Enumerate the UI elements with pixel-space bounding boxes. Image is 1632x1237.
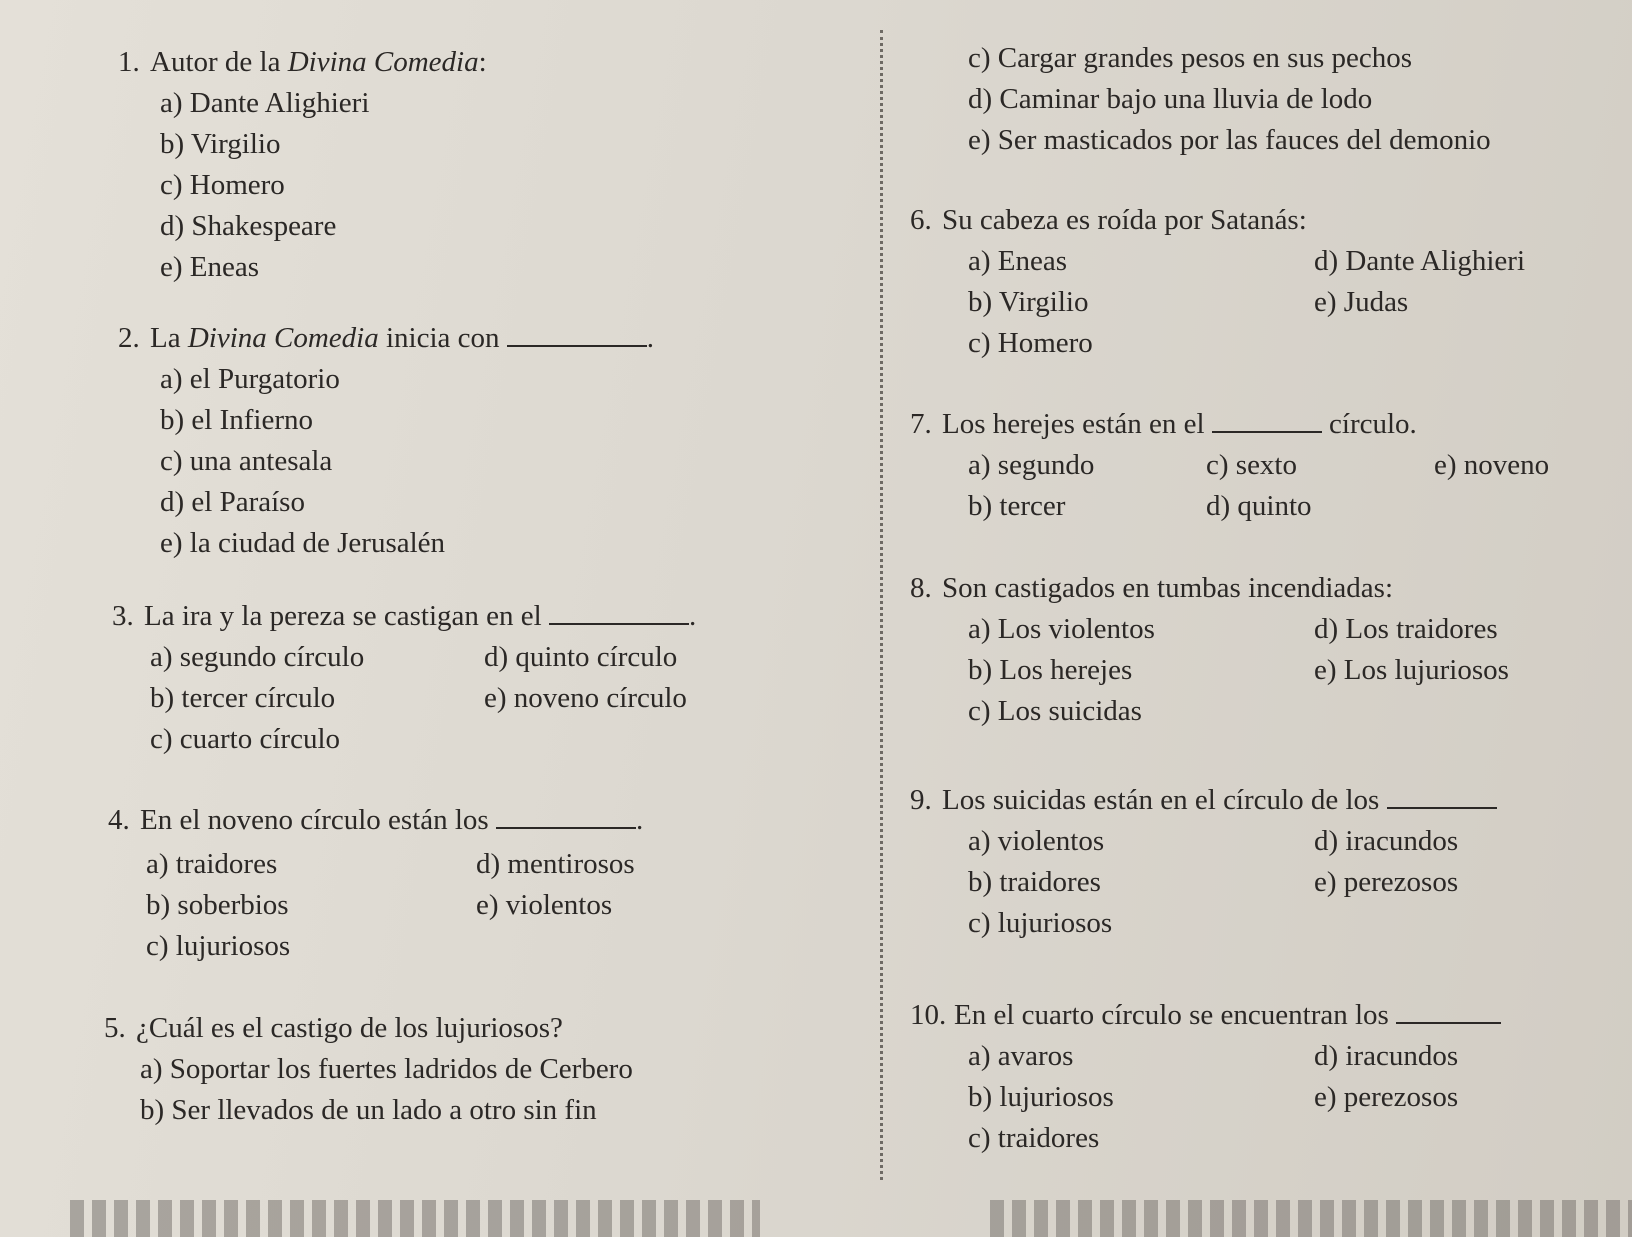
option[interactable]: e) perezosos [1314,1081,1459,1113]
option[interactable]: c) Cargar grandes pesos en sus pechos [968,42,1413,74]
option[interactable]: a) avaros [968,1040,1074,1072]
question-9 [910,780,1632,944]
question-4 [108,800,858,964]
option[interactable]: d) iracundos [1314,825,1459,857]
option[interactable]: b) traidores [968,866,1101,898]
option[interactable]: e) violentos [476,889,613,921]
question-1 [118,42,858,288]
option[interactable]: e) Eneas [160,251,260,283]
option[interactable]: c) una antesala [160,445,333,477]
question-5 [104,1008,864,1131]
option[interactable]: c) Homero [968,327,1093,359]
answer-blank[interactable] [1387,781,1497,809]
option[interactable]: e) noveno círculo [484,682,687,714]
option[interactable]: a) violentos [968,825,1105,857]
option[interactable]: b) Ser llevados de un lado a otro sin fin [140,1094,597,1126]
question-5-continued [968,38,1608,161]
option[interactable]: a) Los violentos [968,613,1155,645]
answer-blank[interactable] [1212,405,1322,433]
option[interactable]: b) Virgilio [160,128,281,160]
option[interactable]: b) Virgilio [968,286,1089,318]
question-5-prompt: 5. ¿Cuál es el castigo de los lujuriosos? [104,1012,563,1044]
option[interactable]: d) Los traidores [1314,613,1498,645]
question-6-prompt: 6. Su cabeza es roída por Satanás: [910,204,1307,236]
question-10 [910,995,1632,1159]
question-10-prompt: 10. En el cuarto círculo se encuentran los [910,995,1632,1036]
option[interactable]: c) sexto [1206,449,1297,481]
bottom-decoration-left [70,1200,760,1237]
option[interactable]: b) tercer círculo [150,682,336,714]
option[interactable]: b) lujuriosos [968,1081,1114,1113]
question-1-prompt: 1. Autor de la Divina Comedia: [118,46,487,78]
option[interactable]: b) el Infierno [160,404,313,436]
option[interactable]: d) el Paraíso [160,486,305,518]
question-8 [910,568,1610,732]
option[interactable]: b) tercer [968,490,1066,522]
question-3 [112,596,862,760]
option[interactable]: b) soberbios [146,889,289,921]
question-2 [118,318,858,564]
option[interactable]: c) Los suicidas [968,695,1142,727]
option[interactable]: a) Eneas [968,245,1068,277]
option[interactable]: c) lujuriosos [968,907,1113,939]
option[interactable]: e) noveno [1434,449,1550,481]
option[interactable]: d) Caminar bajo una lluvia de lodo [968,83,1373,115]
question-9-prompt: 9. Los suicidas están en el círculo de los [910,780,1632,821]
answer-blank[interactable] [1396,996,1501,1024]
option[interactable]: b) Los herejes [968,654,1133,686]
option[interactable]: d) quinto [1206,490,1312,522]
bottom-decoration-right [990,1200,1632,1237]
option[interactable]: d) mentirosos [476,848,635,880]
answer-blank[interactable] [507,319,647,347]
question-3-prompt: 3. La ira y la pereza se castigan en el . [112,596,862,637]
option[interactable]: d) Dante Alighieri [1314,245,1526,277]
option[interactable]: a) traidores [146,848,278,880]
option[interactable]: a) segundo [968,449,1095,481]
question-7-prompt: 7. Los herejes están en el círculo. [910,404,1620,445]
option[interactable]: e) Los lujuriosos [1314,654,1509,686]
option[interactable]: a) segundo círculo [150,641,365,673]
question-7 [910,404,1620,527]
option[interactable]: a) Dante Alighieri [160,87,370,119]
option[interactable]: c) Homero [160,169,285,201]
question-8-prompt: 8. Son castigados en tumbas incendiadas: [910,572,1394,604]
option[interactable]: e) Judas [1314,286,1409,318]
option[interactable]: a) Soportar los fuertes ladridos de Cerbero [140,1053,633,1085]
option[interactable]: d) Shakespeare [160,210,337,242]
option[interactable]: c) cuarto círculo [150,723,341,755]
option[interactable]: e) la ciudad de Jerusalén [160,527,446,559]
answer-blank[interactable] [549,597,689,625]
question-2-prompt: 2. La Divina Comedia inicia con . [118,318,858,359]
column-divider [880,30,883,1180]
question-4-prompt: 4. En el noveno círculo están los . [108,800,858,841]
option[interactable]: c) traidores [968,1122,1100,1154]
option[interactable]: a) el Purgatorio [160,363,340,395]
option[interactable]: d) quinto círculo [484,641,678,673]
answer-blank[interactable] [496,801,636,829]
question-6 [910,200,1610,364]
option[interactable]: e) Ser masticados por las fauces del demonio [968,124,1491,156]
option[interactable]: e) perezosos [1314,866,1459,898]
option[interactable]: d) iracundos [1314,1040,1459,1072]
option[interactable]: c) lujuriosos [146,930,291,962]
